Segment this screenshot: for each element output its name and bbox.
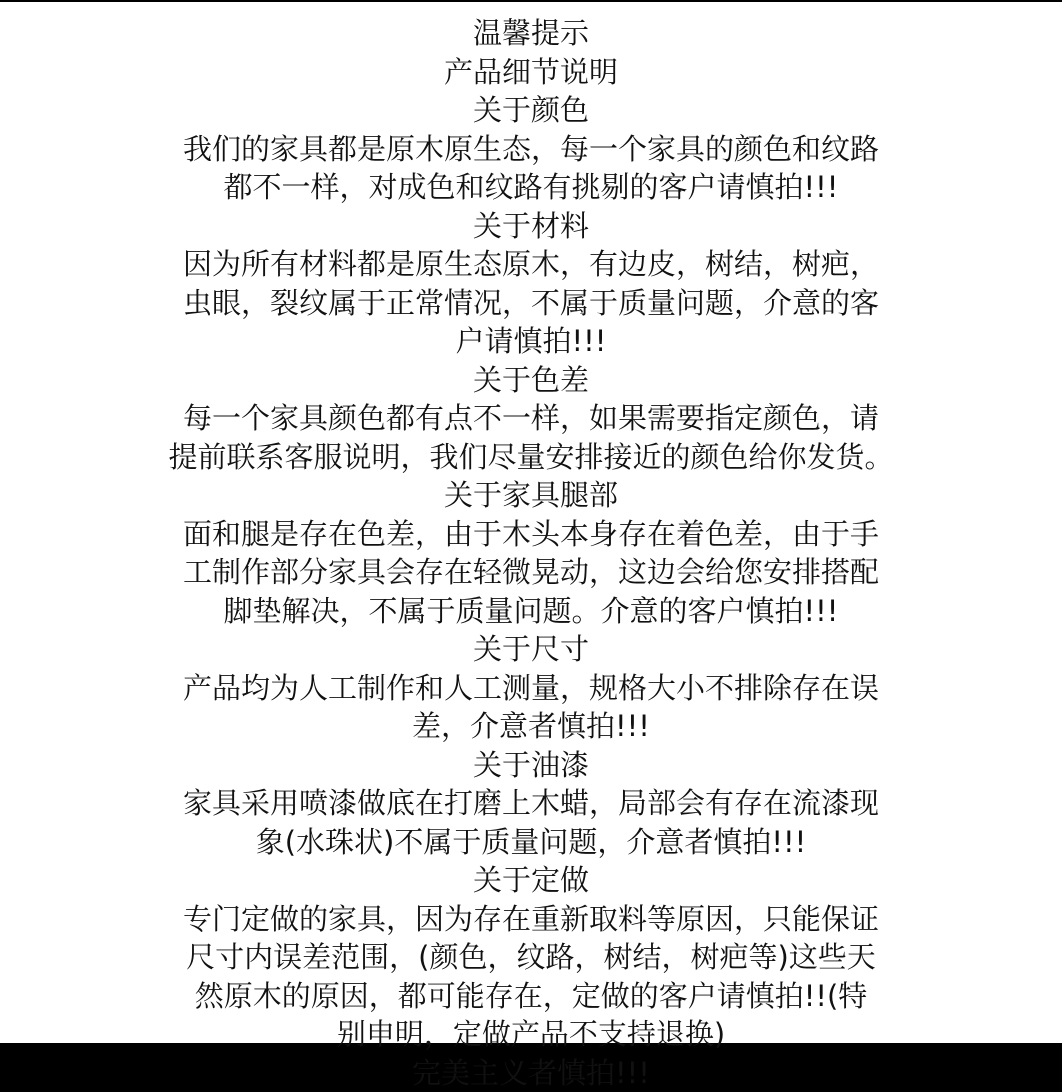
section-text-line: 尺寸内误差范围，(颜色，纹路，树结，树疤等)这些天 — [0, 938, 1062, 977]
section-text-line: 户请慎拍!!! — [0, 322, 1062, 361]
section-text-line: 产品均为人工制作和人工测量，规格大小不排除存在误 — [0, 669, 1062, 708]
section-text-line: 虫眼，裂纹属于正常情况，不属于质量问题，介意的客 — [0, 284, 1062, 323]
section-heading-custom-order: 关于定做 — [0, 861, 1062, 900]
section-heading-size: 关于尺寸 — [0, 630, 1062, 669]
document-title: 温馨提示 — [0, 14, 1062, 53]
section-text-line: 家具采用喷漆做底在打磨上木蜡，局部会有存在流漆现 — [0, 784, 1062, 823]
section-text-line: 工制作部分家具会存在轻微晃动，这边会给您安排搭配 — [0, 553, 1062, 592]
section-heading-color: 关于颜色 — [0, 91, 1062, 130]
section-text-line: 差，介意者慎拍!!! — [0, 707, 1062, 746]
document-footer: 完美主义者慎拍!!! — [0, 1054, 1062, 1092]
document-page — [0, 2, 1062, 1043]
section-text-line: 每一个家具颜色都有点不一样，如果需要指定颜色，请 — [0, 399, 1062, 438]
section-text-line: 别申明，定做产品不支持退换) — [0, 1015, 1062, 1054]
section-text-line: 脚垫解决，不属于质量问题。介意的客户慎拍!!! — [0, 592, 1062, 631]
section-text-line: 象(水珠状)不属于质量问题，介意者慎拍!!! — [0, 823, 1062, 862]
section-heading-paint: 关于油漆 — [0, 746, 1062, 785]
section-text-line: 专门定做的家具，因为存在重新取料等原因，只能保证 — [0, 900, 1062, 939]
section-heading-material: 关于材料 — [0, 207, 1062, 246]
document-content — [0, 14, 1062, 1092]
section-text-line: 提前联系客服说明，我们尽量安排接近的颜色给你发货。 — [0, 438, 1062, 477]
section-heading-color-difference: 关于色差 — [0, 361, 1062, 400]
document-subtitle: 产品细节说明 — [0, 53, 1062, 92]
section-text-line: 然原木的原因，都可能存在，定做的客户请慎拍!!(特 — [0, 977, 1062, 1016]
section-text-line: 都不一样，对成色和纹路有挑剔的客户请慎拍!!! — [0, 168, 1062, 207]
section-text-line: 因为所有材料都是原生态原木，有边皮，树结，树疤， — [0, 245, 1062, 284]
section-heading-furniture-legs: 关于家具腿部 — [0, 476, 1062, 515]
section-text-line: 面和腿是存在色差，由于木头本身存在着色差，由于手 — [0, 515, 1062, 554]
section-text-line: 我们的家具都是原木原生态，每一个家具的颜色和纹路 — [0, 130, 1062, 169]
